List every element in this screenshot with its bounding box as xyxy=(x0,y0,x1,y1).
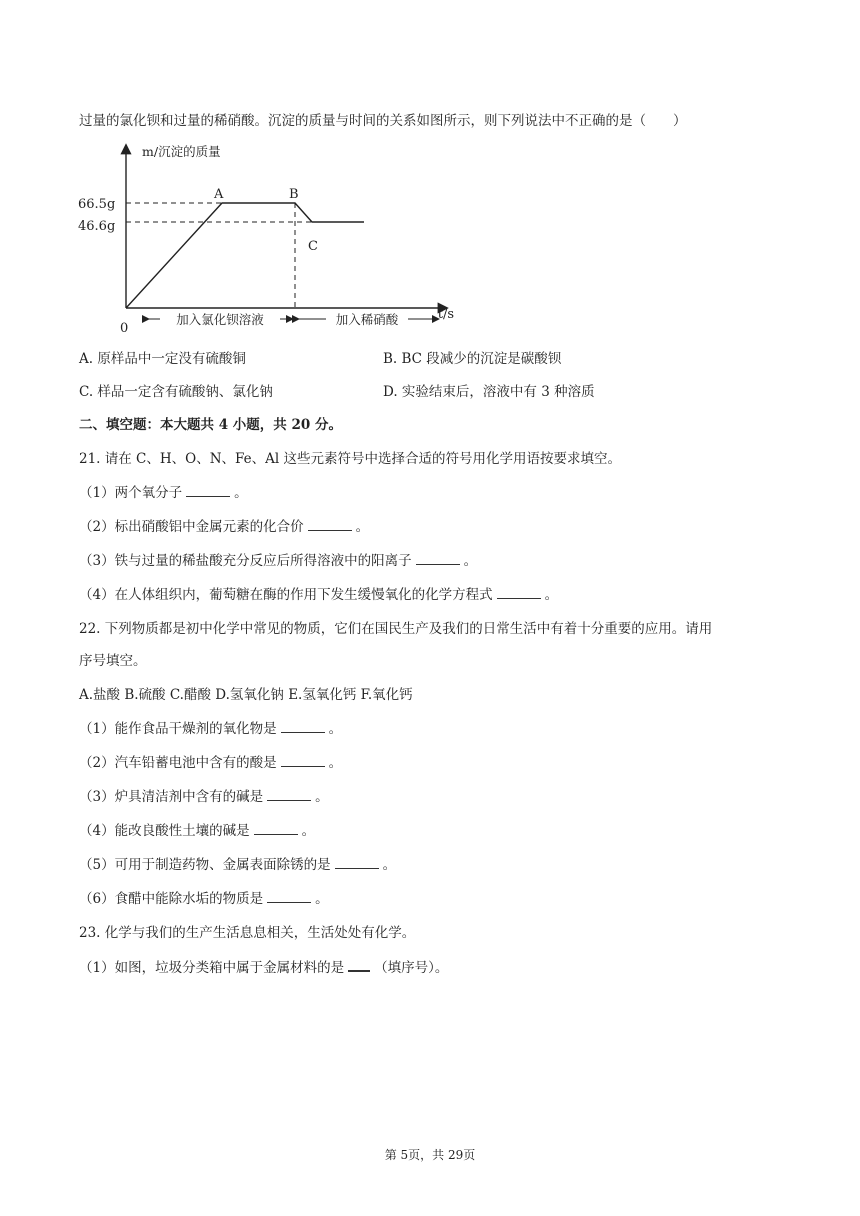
x-axis-label: t/s xyxy=(437,307,454,322)
answer-blank xyxy=(497,586,541,599)
question-21-item: （4）在人体组织内，葡萄糖在酶的作用下发生缓慢氧化的化学方程式 。 xyxy=(79,587,559,603)
y-tick-label: 46.6g xyxy=(78,219,116,234)
answer-blank xyxy=(186,484,230,497)
point-label-b: B xyxy=(289,187,299,202)
answer-blank xyxy=(254,822,298,835)
y-axis-label: m/沉淀的质量 xyxy=(142,144,221,159)
segment-label-2: 加入稀硝酸 xyxy=(335,312,399,327)
question-22-choices: A.盐酸 B.硫酸 C.醋酸 D.氢氧化钠 E.氢氧化钙 F.氧化钙 xyxy=(79,687,413,703)
question-21-item: （3）铁与过量的稀盐酸充分反应后所得溶液中的阳离子 。 xyxy=(79,553,478,569)
question-22-item: （4）能改良酸性土壤的碱是 。 xyxy=(79,823,316,839)
option-c: C. 样品一定含有硫酸钠、氯化钠 xyxy=(79,384,273,400)
answer-blank xyxy=(416,552,460,565)
segment-label-1: 加入氯化钡溶液 xyxy=(176,312,264,327)
answer-blank xyxy=(348,958,370,972)
question-20-stem-tail: 过量的氯化钡和过量的稀硝酸。沉淀的质量与时间的关系如图所示，则下列说法中不正确的是（ ） xyxy=(79,113,687,129)
y-tick-label: 66.5g xyxy=(78,197,116,212)
question-22-item: （5）可用于制造药物、金属表面除锈的是 。 xyxy=(79,857,397,873)
question-22-item: （2）汽车铅蓄电池中含有的酸是 。 xyxy=(79,755,343,771)
precipitate-mass-chart xyxy=(76,140,456,340)
question-22-item: （6）食醋中能除水垢的物质是 。 xyxy=(79,891,329,907)
answer-blank xyxy=(267,890,311,903)
answer-blank xyxy=(281,720,325,733)
point-label-a: A xyxy=(214,187,224,202)
question-21-item: （2）标出硝酸铝中金属元素的化合价 。 xyxy=(79,519,370,535)
answer-blank xyxy=(267,788,311,801)
question-23-stem: 23. 化学与我们的生产生活息息相关，生活处处有化学。 xyxy=(79,925,416,941)
question-22-stem: 22. 下列物质都是初中化学中常见的物质，它们在国民生产及我们的日常生活中有着十分重要的应用。请用 xyxy=(79,621,713,637)
origin-label: 0 xyxy=(120,321,129,336)
answer-blank xyxy=(335,856,379,869)
option-b: B. BC 段减少的沉淀是碳酸钡 xyxy=(383,351,562,367)
question-22-item: （3）炉具清洁剂中含有的碱是 。 xyxy=(79,789,329,805)
mass-curve xyxy=(126,203,364,308)
option-d: D. 实验结束后，溶液中有 3 种溶质 xyxy=(383,384,595,400)
question-22-item: （1）能作食品干燥剂的氧化物是 。 xyxy=(79,721,343,737)
option-a: A. 原样品中一定没有硫酸铜 xyxy=(79,351,246,367)
point-label-c: C xyxy=(308,239,318,254)
answer-blank xyxy=(281,754,325,767)
question-22-stem-cont: 序号填空。 xyxy=(79,653,147,669)
answer-blank xyxy=(308,518,352,531)
question-21-stem: 21. 请在 C、H、O、N、Fe、Al 这些元素符号中选择合适的符号用化学用语按要求填空。 xyxy=(79,451,622,467)
section-heading: 二、填空题：本大题共 4 小题，共 20 分。 xyxy=(79,417,342,433)
question-21-item: （1）两个氧分子 。 xyxy=(79,485,248,501)
question-23-item: （1）如图，垃圾分类箱中属于金属材料的是 （填序号）。 xyxy=(79,960,449,976)
page-footer: 第 5页，共 29页 xyxy=(384,1148,476,1162)
